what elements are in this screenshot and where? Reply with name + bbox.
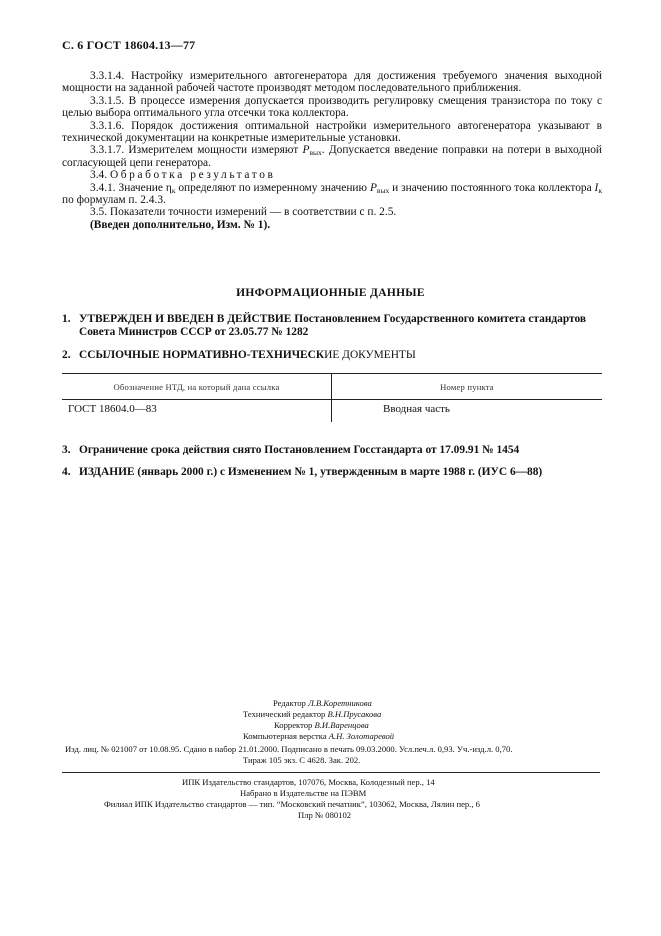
publisher-address: ИПК Издательство стандартов, 107076, Москва, Колодезный пер., 14 [182,777,435,787]
license-line: Изд. лиц. № 021007 от 10.08.95. Сдано в набор 21.01.2000. Подписано в печать 09.03.2000. Усл.печ.л. 0,93. Уч.-изд.л. 0,70. [65,744,513,754]
power-symbol: P [302,144,310,157]
paragraph-3-5: 3.5. Показатели точности измерений — в соответствии с п. 2.5. [90,206,397,219]
info-data-title: ИНФОРМАЦИОННЫЕ ДАННЫЕ [236,287,425,299]
publisher-block [0,777,661,821]
info-item-validity: 3. Ограничение срока действия снято Постановлением Госстандарта от 17.09.91 № 1454 [62,444,520,456]
table-cell-clause: Вводная часть [383,403,450,415]
page-header: С. 6 ГОСТ 18604.13—77 [62,38,196,52]
section-3-4-heading: 3.4. Обработка результатов [90,169,276,182]
paragraph-3-3-1-7: 3.3.1.7. Измерителем мощности измеряют $P_{вых}$. Допускается введение поправки на потери в выходной согласующей цепи генератора. [62,144,603,169]
amendment-note: (Введен дополнительно, Изм. № 1). [90,218,271,231]
info-item-approved: 1. УТВЕРЖДЕН И ВВЕДЕН В ДЕЙСТВИЕ Постановлением Государственного комитета стандартов Совета Министров СССР от 23.05.77 № 1282 [62,313,587,338]
column-header-ntd: Обозначение НТД, на который дана ссылка [62,374,332,400]
table-row [62,400,602,423]
column-header-clause: Номер пункта [332,374,603,400]
corrector-line: Корректор В.И.Варенцова [274,720,369,730]
table-cell-ntd: ГОСТ 18604.0—83 [62,400,332,423]
editors-block [0,698,661,742]
branch-address: Филиал ИПК Издательство стандартов — тип. “Московский печатник”, 103062, Москва, Лялин пер., 6 [104,799,480,809]
table-header-row [62,374,602,400]
reference-table [62,373,602,422]
layout-line: Компьютерная верстка А.Н. Золотаревой [243,731,395,741]
divider [62,772,600,773]
paragraph-3-3-1-4: 3.3.1.4. Настройку измерительного автогенератора для достижения требуемого значения выходной мощности на заданной рабочей частоте производят методом последовательного приближения. [62,70,602,95]
tech-editor-line: Технический редактор В.Н.Прусакова [243,709,382,719]
info-item-edition: 4. ИЗДАНИЕ (январь 2000 г.) с Изменением № 1, утвержденным в марте 1988 г. (ИУС 6—88) [62,466,543,478]
print-details [0,744,661,766]
typeset-note: Набрано в Издательстве на ПЭВМ [240,788,367,798]
info-item-references: 2. ССЫЛОЧНЫЕ НОРМАТИВНО-ТЕХНИЧЕСКИЕ ДОКУМЕНТЫ [62,349,416,361]
paragraph-3-4-1: 3.4.1. Значение $\eta_к$ определяют по измеренному значению $P_{вых}$ и значению постоянного тока коллектора $I_к$ по формулам п. 2.4.3. [62,181,602,207]
paragraph-3-3-1-5: 3.3.1.5. В процессе измерения допускается производить регулировку смещения транзистора по току с целью выбора оптимального угла отсечки тока коллектора. [62,94,602,120]
circulation-line: Тираж 105 экз. С 4628. Зак. 202. [243,755,361,765]
section-text [62,70,602,231]
license-number: Плр № 080102 [298,810,352,820]
editor-line: Редактор Л.В.Коретникова [273,698,372,708]
paragraph-3-3-1-6: 3.3.1.6. Порядок достижения оптимальной настройки измерительного автогенератора указывают в технической документации на конкретные измерительные установки. [62,119,602,145]
